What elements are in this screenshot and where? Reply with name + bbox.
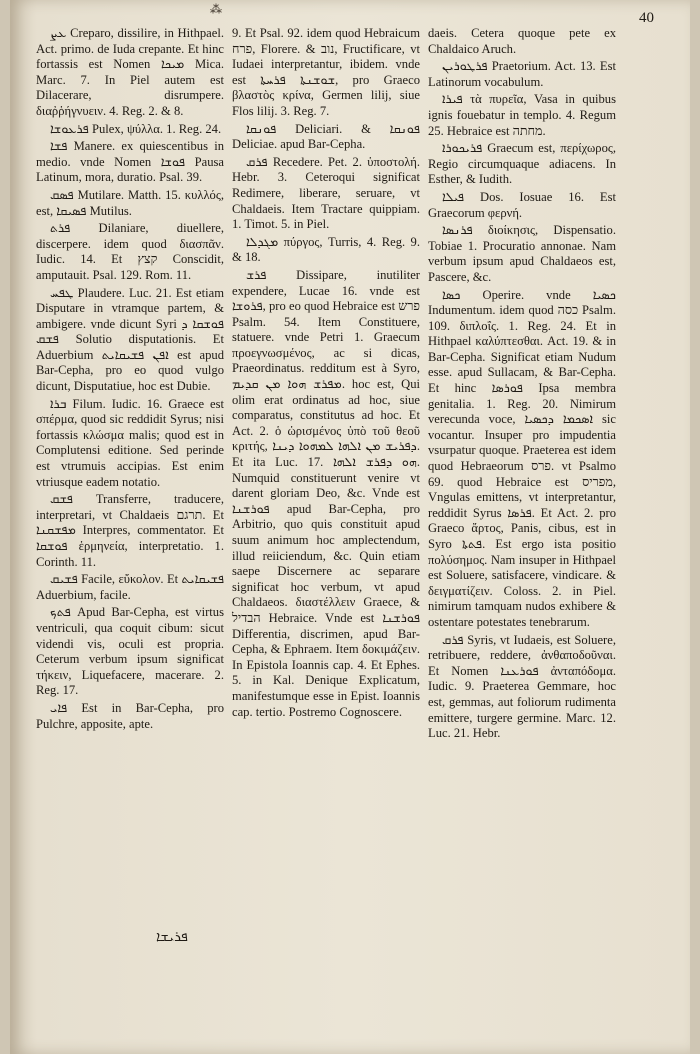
entry-paragraph: ܦܪܩ Recedere. Pet. 2. ὑποστολή. Hebr. 3. Ceteroqui significat Redimere, liberare, seruare, vt Chaldaeis. Item Tractare quippiam. 1. Timot. 5. in Piel.	[232, 154, 420, 232]
column-1	[36, 26, 224, 734]
top-ornament: ⁂	[210, 2, 222, 16]
entry-paragraph: ܛܦܚ Plaudere. Luc. 21. Est etiam Disputare in vtramque partem, & ambigere. vnde dicunt Syri ܦܘܫܩܐ ܕ ܦܫܩ Solutio disputationis. Et Aduerbium ܐܦܢ ܦܫܝܩܐܝܬ est apud Bar-Cepha, pro eo quod vulgo dicunt, Disputatiue, hoc est Dubie.	[36, 285, 224, 394]
entry-paragraph: ܟܣܐ Operire. vnde ܟܣܝܐ Indumentum. idem quod כסה Psalm. 109. διπλοΐς. 1. Reg. 24. Et in Hithpael καλύπτεσθαι. Act. 19. & in Bar-Cepha. Significat etiam Nudum esse. apud Sullacam, & Bar-Cepha. Et hinc ܦܘܪܣܐ Ipsa membra genitalia. 1. Reg. 20. Nimirum verecunda voce, ܐܣܟܡܐ ܕܟܣܝܐ sic vocantur. Insuper pro impudentia vsurpatur quoque. Praeterea est idem quod Hebraeorum פרס. vt Psalmo 69. quod Hebraice est מפריס, Vngulas emittens, vt interpretantur, reddidit Syrus ܦܪܣܐ. Et Act. 2. pro Graeco ἄρτος, Panis, cibus, est in Syro ܦܬܬܐ. Est ergo ista positio πολύσημος. Nam insuper in Hithpael est Soluere, satisfacere, vindicare. & δειγματίζειν. Coloss. 2. in Piel. nimirum tamquam nudos exhibere & ostentare potestates tenebrarum.	[428, 287, 617, 629]
entry-paragraph: ܦܫܐ Manere. ex quiescentibus in medio. vnde Nomen ܦܘܫܐ Pausa Latinum, mora, duratio. Psal. 39.	[36, 139, 224, 185]
column-2	[232, 26, 420, 722]
entry-paragraph: ܦܪܩ Syris, vt Iudaeis, est Soluere, retribuere, reddere, ἀνθαποδοῦναι. Et Nomen ܦܘܪܥܢܐ ἀνταπόδομα. Iudic. 9. Praeterea Gemmare, hoc est, gemmas, aut foliorum rudimenta emittere, turgere germine. Marc. 12. Luc. 21. Hebr.	[428, 632, 616, 741]
entry-paragraph: ܦܐܝ Est in Bar-Cepha, pro Pulchre, apposite, apte.	[36, 700, 224, 731]
entry-paragraph: ܦܘܢܩܐ Deliciari. & ܦܘܢܩܐ Deliciae. apud Bar-Cepha.	[232, 121, 420, 152]
entry-paragraph: ܥܨ Creparo, dissilire, in Hithpael. Act. primo. de Iuda crepante. Et hinc fortassis est Nomen ܡܝܟܐ Mica. Marc. 7. In Piel autem est Dilacerare, disrumpere. διαῤῥήγνυειν. 4. Reg. 2. & 8.	[36, 26, 224, 118]
entry-paragraph: ܦܪܬ Dilaniare, diuellere, discerpere. idem quod διασπᾶν. Iudic. 14. Et קצץ Conscidit, amputauit. Psal. 129. Rom. 11.	[36, 221, 225, 282]
entry-paragraph: daeis. Cetera quoque pete ex Chaldaico Aruch.	[428, 26, 616, 56]
entry-paragraph: ܒܪܐ Filum. Iudic. 16. Graece est σπέρμα, quod sic reddidit Syrus; nisi fortassis κλώσμα malis; quod est in Complutensi editione. Sed perinde est vtrumuis accipias. Est enim vtriusque eadem notatio.	[36, 396, 224, 489]
entry-paragraph: ܦܪܛܘܪܝܢ Praetorium. Act. 13. Est Latinorum vocabulum.	[428, 59, 616, 89]
catchword: ܦܪܝܫܐ	[156, 930, 188, 945]
entry-paragraph: ܦܪܥܘܫܐ Pulex, ψύλλα. 1. Reg. 24.	[50, 121, 222, 136]
entry-paragraph: 9. Et Psal. 92. idem quod Hebraicum פרח, Florere. & נוב, Fructificare, vt Iudaei interpretantur, ibidem. vnde est ܫܘܫܢܬܐ ܦܪܚܬܐ, pro Graeco βλαστὸς κρίνα, Germen lilij, siue Flos lilij. 3. Reg. 7.	[232, 26, 420, 118]
entry-paragraph: ܦܫܩ Transferre, traducere, interpretari, vt Chaldaeis תרגם. Et ܡܦܫܩܢܐ Interpres, commentator. Et ܦܘܫܩܐ ἑρμηνεία, interpretatio. 1. Corinth. 11.	[36, 492, 224, 569]
entry-paragraph: ܦܪܝܟܘܪܐ Graecum est, περίχωρος, Regio circumquaque adiacens. In Esther, & Iudith.	[428, 141, 616, 187]
entry-paragraph: ܦܬܟ Apud Bar-Cepha, est virtus ventriculi, qua coquit cibum: sicut videndi vis, oculi est propria. Ceterum verbum ipsum significat τήκειν, Liquefacere, macerare. 2. Reg. 17.	[36, 605, 224, 698]
book-page	[10, 0, 690, 1054]
entry-paragraph: ܦܪܫ Dissipare, inutiliter expendere, Lucae 16. vnde est ܦܪܘܫܐ, pro eo quod Hebraice est פרש Psalm. 54. Item Constituere, statuere. vnde Petri 1. Graecum προεγνωσμένος, ac si dicas, Praeordinatus. redditum est à Syro, ܡܦܪܫ ܗܘܐ ܡܢ ܩܕܝܡ. hoc est, Qui olim erat ordinatus ad hoc, siue comparatus, constitutus ad hoc. Et Act. 2. ὁ ὡρισμένος ὑπὸ τοῦ θεοῦ κριτής, ܕܦܪܝܫ ܡܢ ܐܠܗܐ ܠܡܗܘܐ ܕܝܢܐ. Et ita Luc. 17. ܗܘ ܕܦܪܫ ܐܠܗܐ. Numquid constituerunt venire vt darent gloriam Deo, &c. Vnde est ܦܘܪܫܢܐ apud Bar-Cepha, pro Arbitrio, quo quis constituit apud suum animum hoc amplectendum, illud reiiciendum, &c. Quin etiam saepe Discernere ac separare significat hoc verbum, vt apud Chaldaeos. διαστέλλειν Graece, & הבדיל Hebraice. Vnde est ܦܘܪܫܢܐ Differentia, discrimen, apud Bar-Cepha, & Ephraem. Item δοκιμάζειν. In Epistola Ioannis cap. 4. Et Ephes. 5. in Kal. Denique Explicatum, manifestumque esse in Epist. Ioannis cap. tertio. Postremo Cognoscere.	[232, 267, 421, 719]
entry-paragraph: ܡܓܕܠܐ πύργος, Turris, 4. Reg. 9. & 18.	[232, 234, 420, 265]
column-3	[428, 26, 616, 744]
entry-paragraph: ܦܪܢܣܐ διοίκησις, Dispensatio. Tobiae 1. Procuratio annonae. Nam verbum ipsum apud Chaldaeos est, Pascere, &c.	[428, 223, 616, 284]
entry-paragraph: ܦܝܪܐ τὰ πυρεῖα, Vasa in quibus ignis fouebatur in templo. 4. Regum 25. Hebraice est מחתה.	[428, 92, 616, 138]
entry-paragraph: ܦܣܩ Mutilare. Matth. 15. κυλλός, est, ܦܣܝܩܐ Mutilus.	[36, 187, 224, 218]
entry-paragraph: ܦܝܠܐ Dos. Iosuae 16. Est Graecorum φερνή.	[428, 189, 616, 220]
page-number: 40	[639, 10, 654, 26]
entry-paragraph: ܦܫܝܩ Facile, εὔκολον. Et ܦܫܝܩܐܝܬ Aduerbium, facile.	[36, 572, 224, 602]
